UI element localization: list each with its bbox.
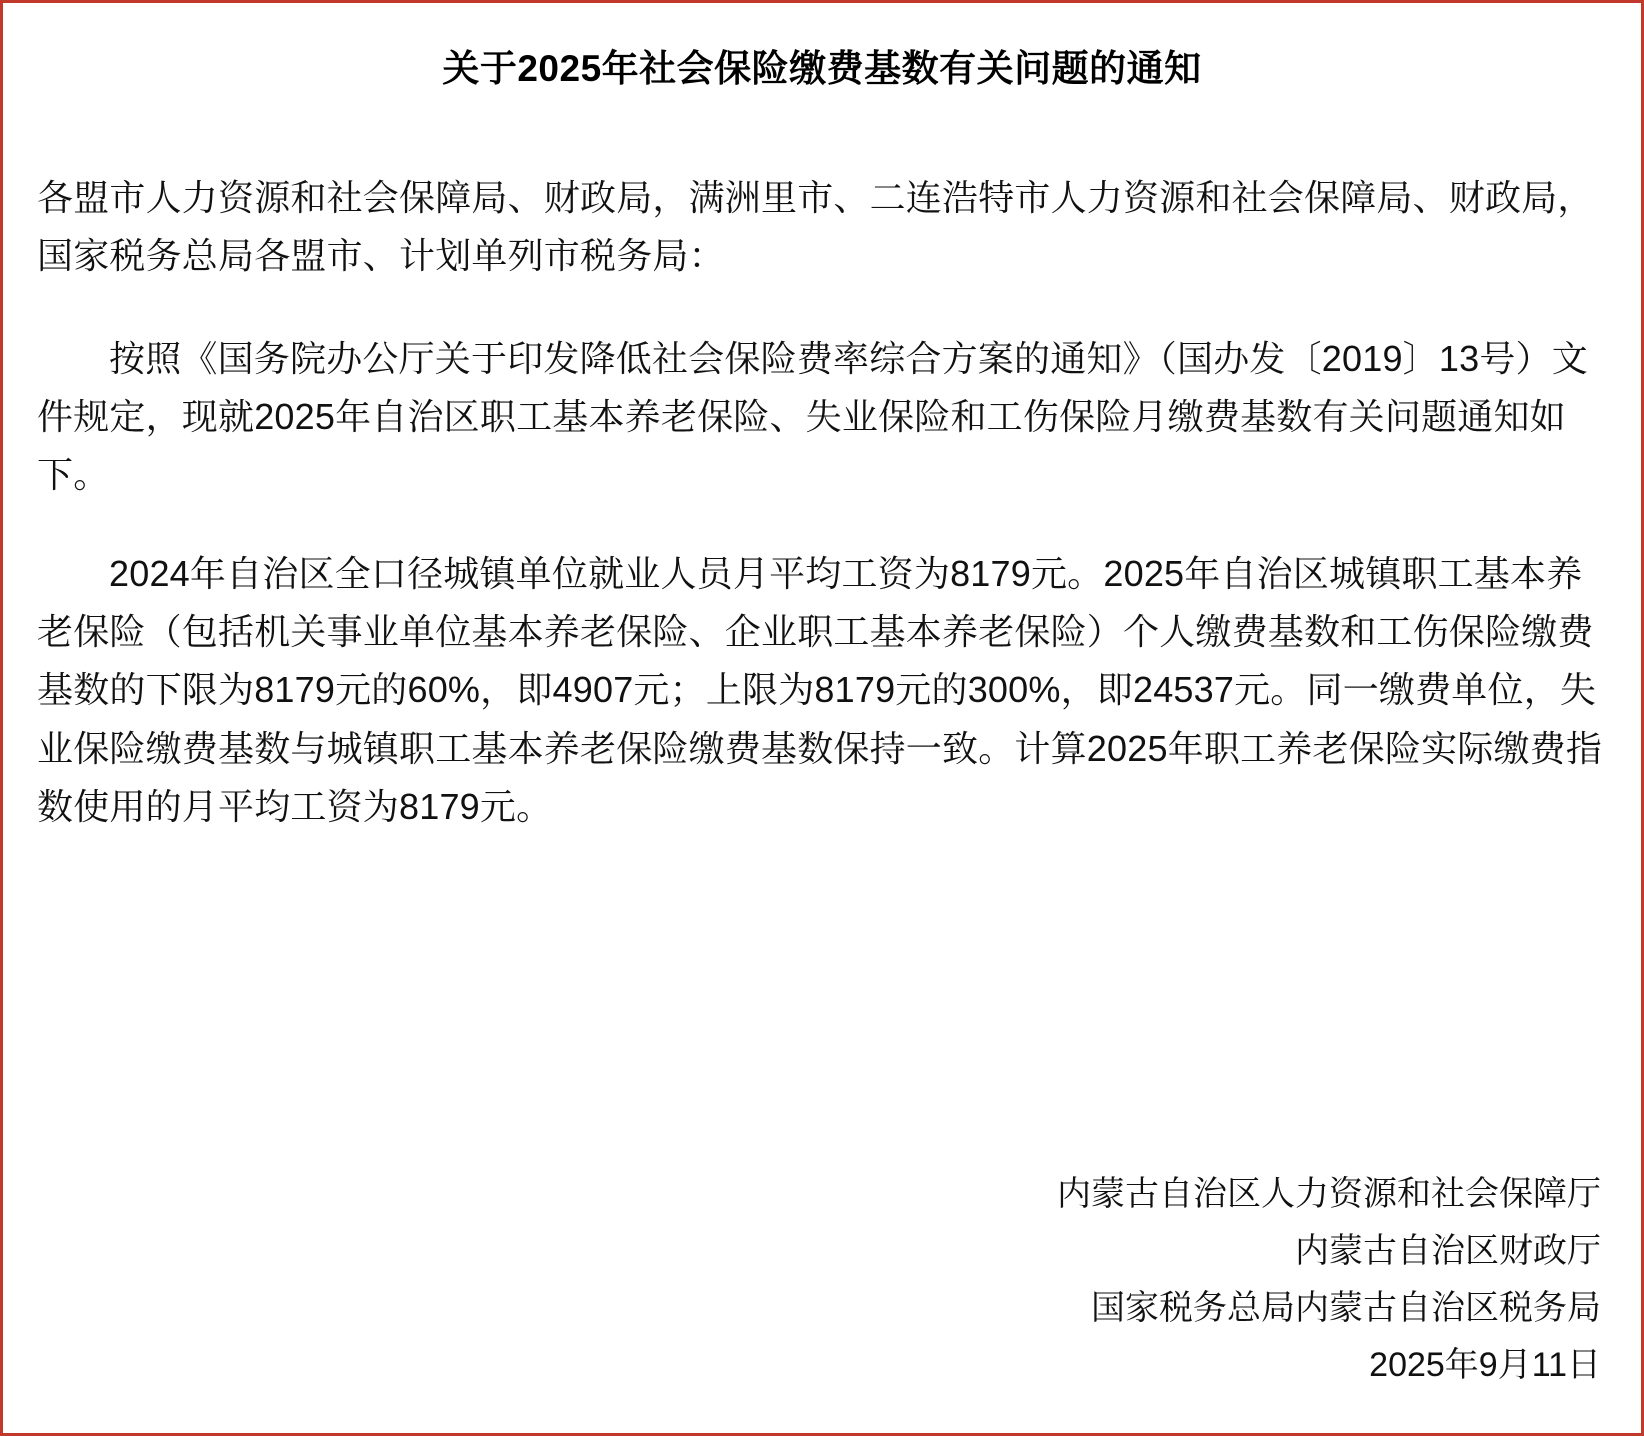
signature-block	[37, 1169, 1607, 1413]
signature-issuer-3: 国家税务总局内蒙古自治区税务局	[1091, 1289, 1601, 1327]
signature-issuer-1: 内蒙古自治区人力资源和社会保障厅	[1057, 1175, 1601, 1213]
signature-date: 2025年9月11日	[1369, 1346, 1601, 1384]
page-title: 关于2025年社会保险缴费基数有关问题的通知	[442, 48, 1202, 89]
layout-spacer	[37, 836, 1607, 1169]
body-paragraph-2: 2024年自治区全口径城镇单位就业人员月平均工资为8179元。2025年自治区城镇职工基本养老保险（包括机关事业单位基本养老保险、企业职工基本养老保险）个人缴费基数和工伤保险缴费基数的下限为8179元的60%，即4907元；上限为8179元的300%，即24537元。同一缴费单位，失业保险缴费基数与城镇职工基本养老保险缴费基数保持一致。计算2025年职工养老保险实际缴费指数使用的月平均工资为8179元。	[37, 552, 1603, 827]
salutation-paragraph: 各盟市人力资源和社会保障局、财政局，满洲里市、二连浩特市人力资源和社会保障局、财政局，国家税务总局各盟市、计划单列市税务局：	[37, 177, 1594, 277]
body-paragraph-1: 按照《国务院办公厅关于印发降低社会保险费率综合方案的通知》（国办发〔2019〕13号）文件规定，现就2025年自治区职工基本养老保险、失业保险和工伤保险月缴费基数有关问题通知如下。	[37, 337, 1588, 496]
signature-issuer-2: 内蒙古自治区财政厅	[1295, 1232, 1601, 1270]
document-body	[37, 133, 1607, 836]
